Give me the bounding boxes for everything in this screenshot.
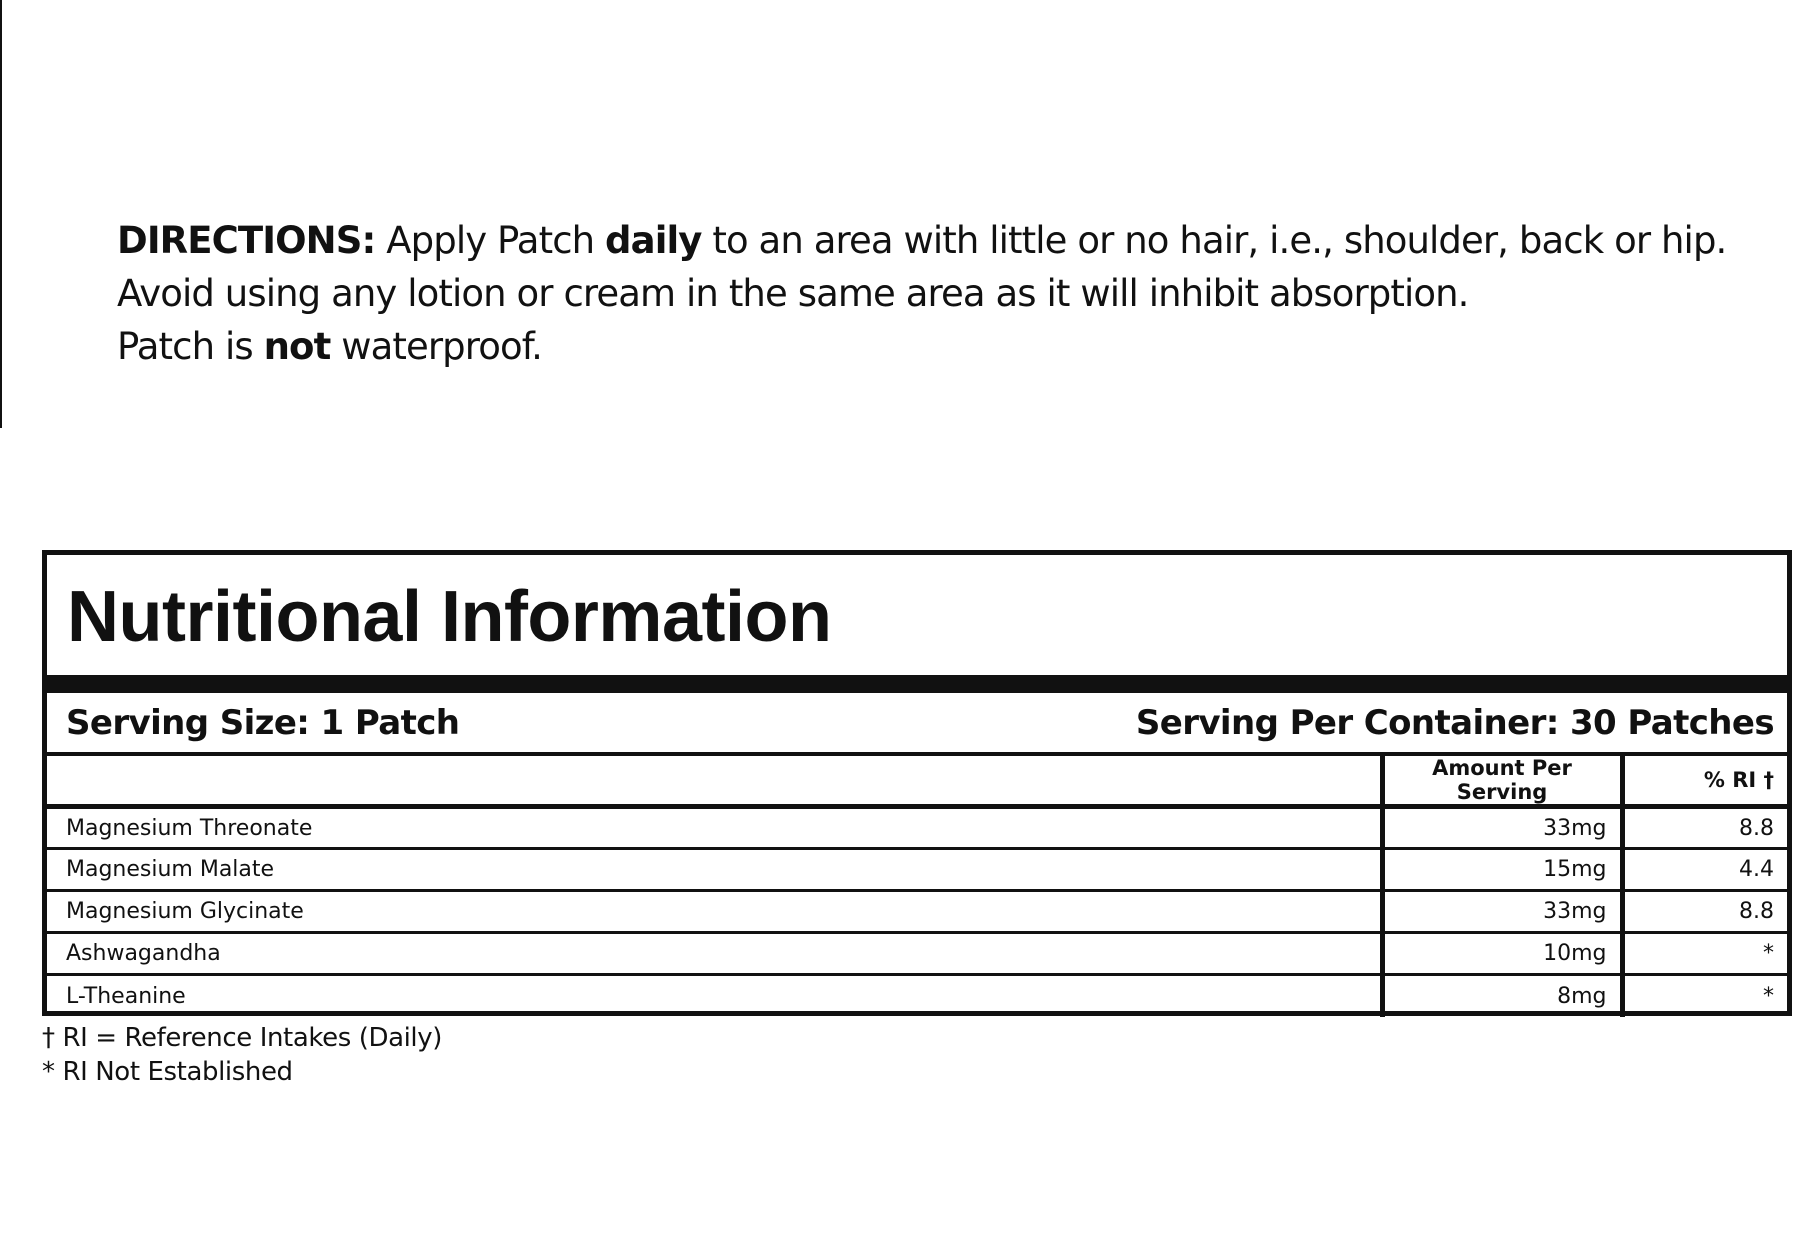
left-edge-rule bbox=[0, 0, 2, 428]
nutrition-panel bbox=[42, 550, 1792, 1016]
table-header-row bbox=[47, 756, 1787, 807]
title-divider-bar bbox=[47, 675, 1787, 693]
ingredient-ri: 8.8 bbox=[1622, 807, 1787, 849]
directions-line-1-pre: Apply Patch bbox=[375, 219, 606, 262]
table-row bbox=[47, 807, 1787, 849]
ingredient-name: Ashwagandha bbox=[47, 933, 1382, 975]
table-row bbox=[47, 891, 1787, 933]
serving-size: Serving Size: 1 Patch bbox=[66, 703, 460, 743]
header-name-cell bbox=[47, 756, 1382, 807]
ingredient-amount: 33mg bbox=[1382, 891, 1622, 933]
directions-text bbox=[117, 214, 1797, 373]
footnotes bbox=[42, 1021, 442, 1089]
serving-info-row bbox=[47, 693, 1787, 756]
ingredient-ri: 8.8 bbox=[1622, 891, 1787, 933]
ingredient-amount: 15mg bbox=[1382, 849, 1622, 891]
table-row bbox=[47, 975, 1787, 1017]
table-row bbox=[47, 849, 1787, 891]
directions-line-1 bbox=[117, 214, 1797, 267]
directions-line-1-post: to an area with little or no hair, i.e., shoulder, back or hip. bbox=[701, 219, 1727, 262]
ingredient-ri: 4.4 bbox=[1622, 849, 1787, 891]
ingredient-amount: 33mg bbox=[1382, 807, 1622, 849]
ingredient-ri: * bbox=[1622, 933, 1787, 975]
ingredient-amount: 8mg bbox=[1382, 975, 1622, 1017]
ingredient-amount: 10mg bbox=[1382, 933, 1622, 975]
ingredient-name: L-Theanine bbox=[66, 983, 186, 1009]
footnote-ri-definition: † RI = Reference Intakes (Daily) bbox=[42, 1023, 442, 1053]
ingredient-name: Magnesium Glycinate bbox=[47, 891, 1382, 933]
ingredient-name: Magnesium Threonate bbox=[47, 807, 1382, 849]
directions-line-3-pre: Patch is bbox=[117, 325, 264, 368]
directions-daily-emphasis: daily bbox=[605, 219, 702, 262]
directions-label: DIRECTIONS: bbox=[117, 219, 376, 262]
ingredient-name: Magnesium Malate bbox=[47, 849, 1382, 891]
directions-line-3 bbox=[117, 320, 1797, 373]
header-ri: % RI † bbox=[1622, 756, 1787, 807]
directions-line-2: Avoid using any lotion or cream in the same area as it will inhibit absorption. bbox=[117, 272, 1469, 315]
table-row bbox=[47, 933, 1787, 975]
directions-not-emphasis: not bbox=[263, 325, 331, 368]
directions-line-3-post: waterproof. bbox=[330, 325, 542, 368]
header-amount-per-serving: Amount Per Serving bbox=[1382, 756, 1622, 807]
nutrition-panel-title: Nutritional Information bbox=[67, 577, 832, 657]
ingredient-ri: * bbox=[1763, 983, 1774, 1009]
serving-per-container: Serving Per Container: 30 Patches bbox=[1135, 703, 1774, 743]
nutrition-table bbox=[47, 756, 1787, 1017]
footnote-ri-not-established: * RI Not Established bbox=[42, 1057, 293, 1087]
